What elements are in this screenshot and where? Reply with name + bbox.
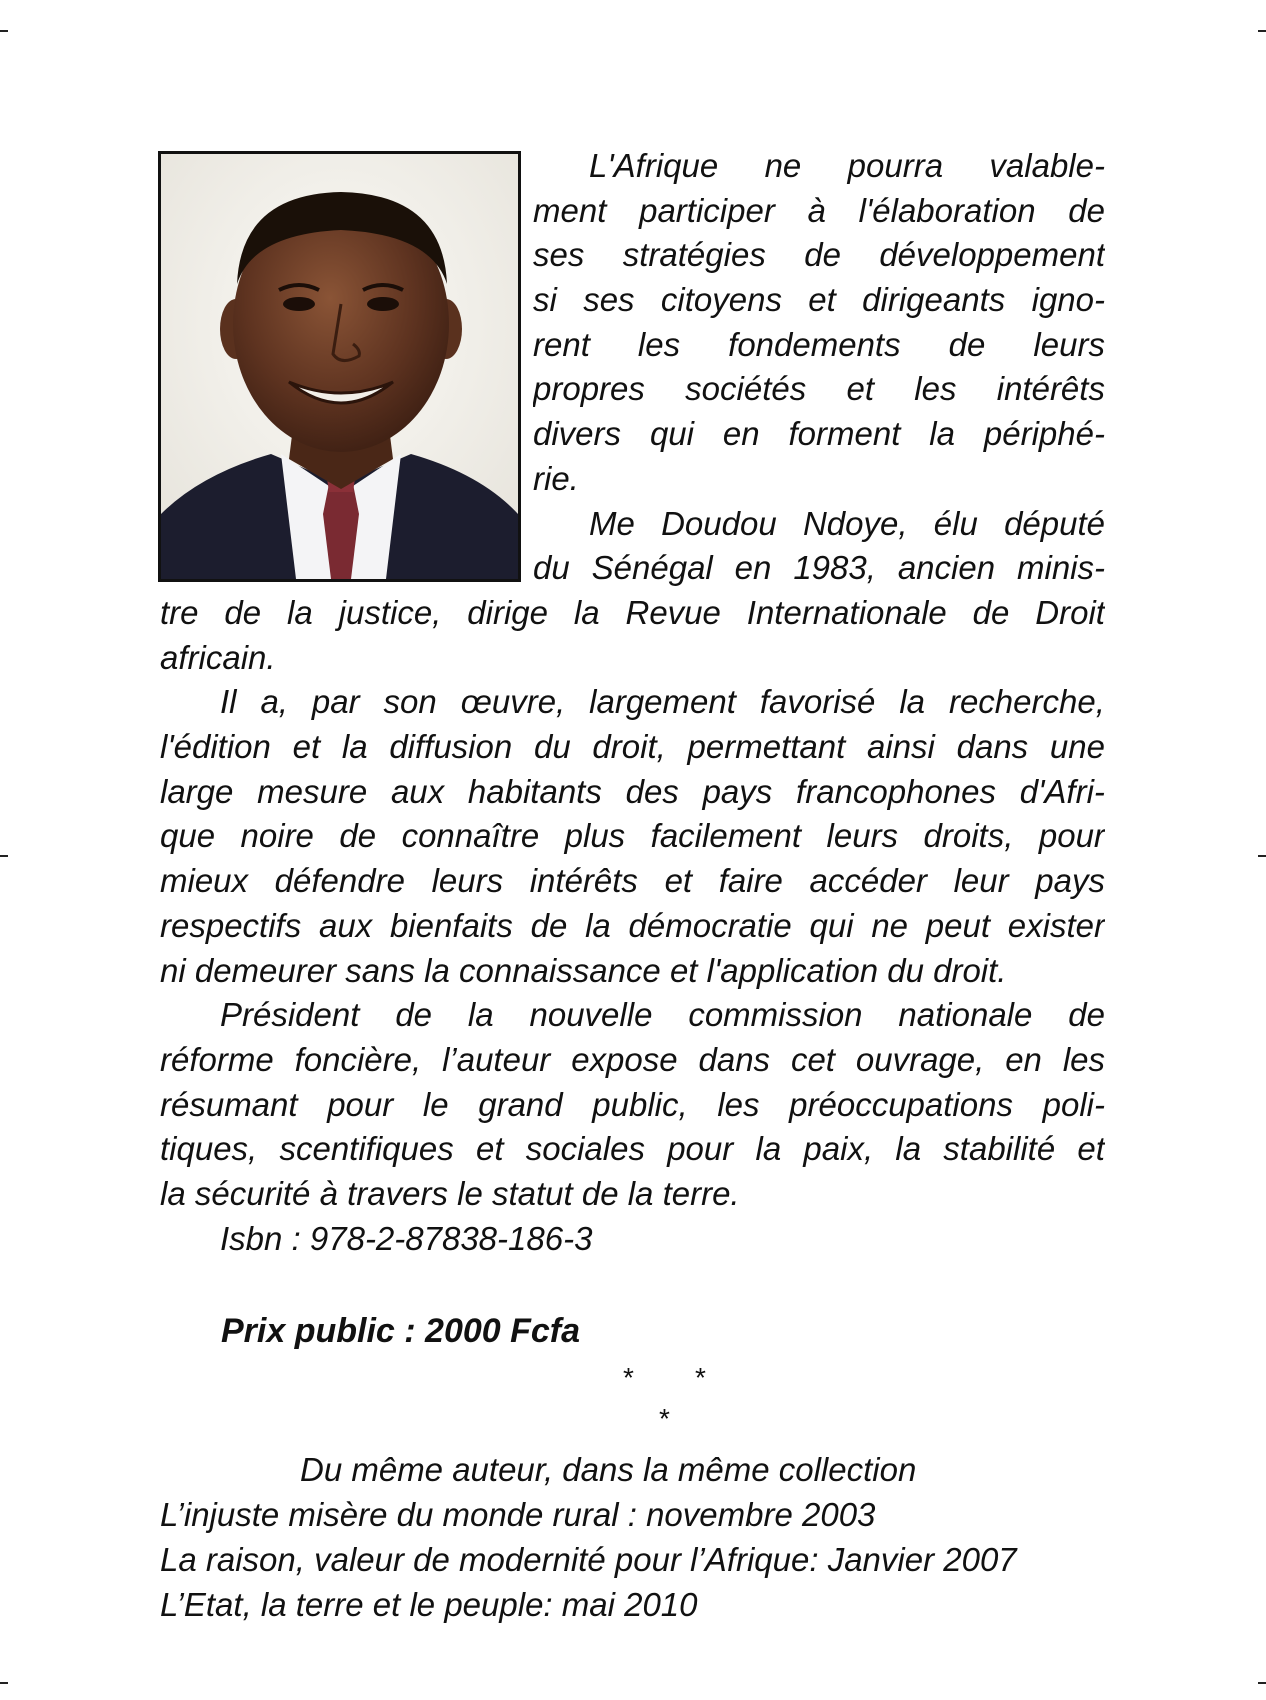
isbn: Isbn : 978-2-87838-186-3 bbox=[220, 1219, 593, 1257]
word: bienfaits bbox=[389, 906, 513, 944]
word: tiques, bbox=[160, 1130, 258, 1168]
word: développement bbox=[879, 236, 1105, 274]
word: l'élaboration bbox=[858, 191, 1036, 229]
word: nouvelle bbox=[529, 996, 653, 1034]
word: du bbox=[533, 549, 570, 587]
word: accéder bbox=[809, 862, 927, 900]
word: ne bbox=[764, 147, 802, 184]
portrait-icon bbox=[161, 154, 518, 579]
word: et bbox=[475, 1130, 504, 1168]
word: justice, bbox=[338, 594, 442, 631]
text-line bbox=[160, 591, 1105, 636]
text-line bbox=[533, 233, 1105, 278]
word: et bbox=[808, 281, 836, 319]
word: exister bbox=[1007, 906, 1105, 944]
word: nationale bbox=[898, 996, 1033, 1034]
word: intérêts bbox=[996, 370, 1105, 408]
word: participer bbox=[639, 191, 775, 229]
word: recherche, bbox=[948, 683, 1105, 721]
text-line bbox=[160, 1038, 1105, 1083]
text-line bbox=[160, 725, 1105, 770]
word: 1983, bbox=[793, 549, 876, 587]
word: pour bbox=[667, 1130, 734, 1168]
text-line bbox=[160, 770, 1105, 815]
crop-mark-top-right bbox=[1258, 30, 1266, 32]
word: Internationale bbox=[746, 594, 947, 631]
word: à bbox=[807, 191, 826, 229]
word: favorisé bbox=[759, 683, 876, 721]
word: œuvre, bbox=[460, 683, 566, 721]
word: démocratie bbox=[628, 906, 792, 944]
word: tre bbox=[160, 594, 199, 631]
word: Revue bbox=[625, 594, 721, 631]
word: si bbox=[533, 281, 557, 319]
word: préoccupations bbox=[789, 1085, 1013, 1123]
text-line bbox=[533, 502, 1105, 547]
word: de bbox=[1068, 191, 1105, 229]
word: Ndoye, bbox=[802, 504, 908, 542]
word: permettant bbox=[687, 728, 846, 766]
word: de bbox=[530, 906, 568, 944]
word: de bbox=[948, 325, 986, 363]
biblio-item: L’Etat, la terre et le peuple: mai 2010 bbox=[160, 1586, 698, 1623]
text-line bbox=[160, 814, 1105, 859]
text-line bbox=[533, 412, 1105, 457]
word: ainsi bbox=[867, 728, 935, 766]
word: et bbox=[292, 728, 321, 766]
word: résumant bbox=[160, 1085, 298, 1123]
word: et bbox=[846, 370, 875, 408]
word: que bbox=[160, 817, 216, 855]
word: forment bbox=[788, 415, 901, 453]
word: public, bbox=[592, 1085, 688, 1123]
word: de bbox=[972, 594, 1010, 631]
word: scentifiques bbox=[279, 1130, 454, 1168]
crop-mark-mid-right bbox=[1258, 855, 1266, 857]
word: pour bbox=[1038, 817, 1105, 855]
star-separator: * bbox=[623, 1362, 634, 1393]
word: connaître bbox=[401, 817, 540, 855]
word: ne bbox=[871, 906, 909, 944]
biblio-item: La raison, valeur de modernité pour l’Afrique: Janvier 2007 bbox=[160, 1541, 1017, 1578]
word: aux bbox=[390, 772, 445, 810]
word: qui bbox=[649, 415, 694, 453]
word: les bbox=[637, 325, 681, 363]
text-line: africain. bbox=[160, 638, 276, 676]
public-price: Prix public : 2000 Fcfa bbox=[221, 1312, 581, 1350]
word: dirige bbox=[467, 594, 548, 631]
word: la bbox=[929, 415, 955, 453]
word: les bbox=[1062, 1040, 1105, 1078]
word: rent bbox=[533, 325, 590, 363]
word: igno- bbox=[1031, 281, 1105, 319]
word: leurs bbox=[826, 817, 899, 855]
word: pour bbox=[327, 1085, 394, 1123]
word: la bbox=[341, 728, 368, 766]
word: cet bbox=[790, 1040, 835, 1078]
word: de bbox=[804, 236, 841, 274]
word: l’auteur bbox=[442, 1040, 551, 1078]
word: de bbox=[395, 996, 433, 1034]
word: les bbox=[914, 370, 957, 408]
body-text bbox=[160, 591, 1105, 1261]
biblio-item: L’injuste misère du monde rural : novembre 2003 bbox=[160, 1496, 876, 1533]
word: poli- bbox=[1042, 1085, 1105, 1123]
word: droits, bbox=[923, 817, 1014, 855]
word: pourra bbox=[847, 147, 944, 184]
word: en bbox=[1005, 1040, 1042, 1078]
word: valable- bbox=[989, 147, 1105, 184]
text-line bbox=[160, 680, 1105, 725]
word: ses bbox=[533, 236, 585, 274]
word: la bbox=[895, 1130, 922, 1168]
word: la bbox=[287, 594, 313, 631]
word: de bbox=[224, 594, 262, 631]
intro-paragraph bbox=[533, 144, 1105, 591]
word: dans bbox=[956, 728, 1029, 766]
word: intérêts bbox=[529, 862, 638, 900]
word: commission bbox=[688, 996, 863, 1034]
word: des bbox=[625, 772, 679, 810]
text-line: ni demeurer sans la connaissance et l'application du droit. bbox=[160, 951, 1007, 989]
word: Doudou bbox=[661, 504, 777, 542]
text-line: la sécurité à travers le statut de la terre. bbox=[160, 1174, 740, 1212]
word: grand bbox=[478, 1085, 563, 1123]
word: minis- bbox=[1017, 549, 1105, 587]
biblio-heading: Du même auteur, dans la même collection bbox=[300, 1451, 917, 1488]
word: qui bbox=[809, 906, 854, 944]
word: de bbox=[339, 817, 377, 855]
word: habitants bbox=[467, 772, 602, 810]
word: large bbox=[160, 772, 234, 810]
word: député bbox=[1004, 504, 1105, 542]
crop-mark-bottom-left bbox=[0, 1682, 8, 1684]
word: respectifs bbox=[160, 906, 302, 944]
word: divers bbox=[533, 415, 622, 453]
word: Me bbox=[589, 504, 635, 542]
word: fondements bbox=[728, 325, 901, 363]
word: francophones bbox=[796, 772, 997, 810]
crop-mark-top-left bbox=[0, 30, 8, 32]
star-separator: * bbox=[695, 1362, 706, 1393]
word: mesure bbox=[257, 772, 368, 810]
word: stabilité bbox=[943, 1130, 1056, 1168]
word: défendre bbox=[274, 862, 405, 900]
word: et bbox=[1077, 1130, 1105, 1168]
word: leurs bbox=[1033, 325, 1105, 363]
word: facilement bbox=[650, 817, 802, 855]
word: l'édition bbox=[160, 728, 271, 766]
text-line bbox=[533, 367, 1105, 412]
word: L'Afrique bbox=[589, 147, 719, 184]
text-line bbox=[533, 189, 1105, 234]
word: leur bbox=[953, 862, 1009, 900]
word: Président bbox=[220, 996, 360, 1034]
word: paix, bbox=[803, 1130, 874, 1168]
word: réforme bbox=[160, 1040, 274, 1078]
word: plus bbox=[564, 817, 626, 855]
text-line bbox=[160, 1127, 1105, 1172]
text-line bbox=[160, 904, 1105, 949]
word: sociétés bbox=[685, 370, 807, 408]
word: dirigeants bbox=[862, 281, 1006, 319]
word: la bbox=[467, 996, 494, 1034]
word: les bbox=[717, 1085, 760, 1123]
word: par bbox=[311, 683, 360, 721]
word: la bbox=[573, 594, 600, 631]
word: a, bbox=[260, 683, 288, 721]
text-line bbox=[160, 1083, 1105, 1128]
text-line bbox=[160, 993, 1105, 1038]
word: pays bbox=[1035, 862, 1105, 900]
word: noire bbox=[240, 817, 314, 855]
text-line bbox=[533, 278, 1105, 323]
word: Sénégal bbox=[591, 549, 713, 587]
word: mieux bbox=[160, 862, 249, 900]
word: d'Afri- bbox=[1019, 772, 1105, 810]
word: ouvrage, bbox=[855, 1040, 985, 1078]
word: citoyens bbox=[660, 281, 782, 319]
word: sociales bbox=[525, 1130, 645, 1168]
word: le bbox=[422, 1085, 449, 1123]
word: ses bbox=[583, 281, 635, 319]
word: leurs bbox=[431, 862, 504, 900]
word: élu bbox=[933, 504, 978, 542]
word: et bbox=[664, 862, 693, 900]
word: propres bbox=[533, 370, 645, 408]
word: expose bbox=[571, 1040, 678, 1078]
word: aux bbox=[318, 906, 373, 944]
word: la bbox=[585, 906, 611, 944]
word: ment bbox=[533, 191, 607, 229]
word: en bbox=[722, 415, 760, 453]
crop-mark-mid-left bbox=[0, 855, 8, 857]
crop-mark-bottom-right bbox=[1258, 1682, 1266, 1684]
text-line bbox=[533, 323, 1105, 368]
word: pays bbox=[702, 772, 773, 810]
text-line: rie. bbox=[533, 459, 579, 497]
word: du bbox=[533, 728, 571, 766]
word: stratégies bbox=[622, 236, 766, 274]
word: Droit bbox=[1035, 594, 1105, 631]
word: son bbox=[383, 683, 437, 721]
word: largement bbox=[589, 683, 736, 721]
word: Il bbox=[220, 683, 237, 721]
star-separator: * bbox=[659, 1403, 670, 1434]
same-author-list bbox=[160, 1447, 1017, 1627]
word: périphé- bbox=[983, 415, 1105, 453]
word: une bbox=[1049, 728, 1105, 766]
text-line bbox=[533, 546, 1105, 591]
word: droit, bbox=[592, 728, 666, 766]
text-line bbox=[160, 859, 1105, 904]
word: la bbox=[899, 683, 926, 721]
word: la bbox=[755, 1130, 782, 1168]
word: diffusion bbox=[389, 728, 513, 766]
word: ancien bbox=[897, 549, 996, 587]
author-portrait bbox=[158, 151, 521, 582]
word: dans bbox=[698, 1040, 771, 1078]
word: faire bbox=[718, 862, 783, 900]
text-line bbox=[533, 144, 1105, 189]
word: peut bbox=[925, 906, 991, 944]
word: en bbox=[734, 549, 772, 587]
word: de bbox=[1068, 996, 1105, 1034]
word: foncière, bbox=[294, 1040, 422, 1078]
